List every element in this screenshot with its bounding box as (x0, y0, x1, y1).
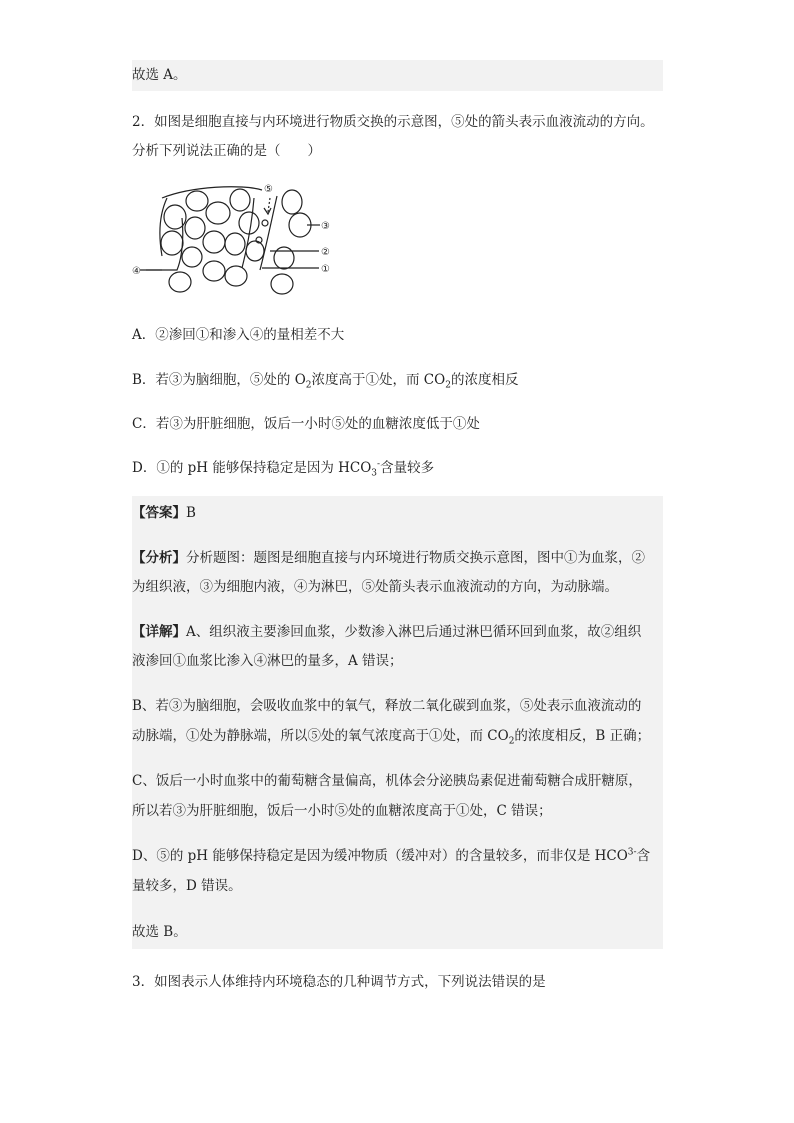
cell-shape (169, 272, 191, 292)
cell-shape (230, 189, 250, 211)
flow-arrowhead (264, 208, 271, 214)
label-1: ① (321, 264, 330, 275)
q3-stem: 3．如图表示人体维持内环境稳态的几种调节方式，下列说法错误的是 (132, 974, 546, 990)
q2-stem-line2: 分析下列说法正确的是（ ） (132, 143, 321, 159)
option-a: A．②渗回①和渗入④的量相差不大 (132, 327, 345, 343)
cell-shape (225, 266, 247, 286)
cell-shape (185, 217, 205, 239)
solution-block (132, 496, 663, 949)
label-5: ⑤ (264, 184, 273, 195)
lymph-vessel-wall (160, 198, 167, 256)
option-c: C．若③为肝脏细胞，饭后一小时⑤处的血糖浓度低于①处 (132, 416, 480, 432)
detail-c-line1: C、饭后一小时血浆中的葡萄糖含量偏高，机体会分泌胰岛素促进葡萄糖合成肝糖原， (132, 773, 642, 789)
cell-shape (203, 231, 225, 253)
detail-c-line2: 所以若③为肝脏细胞，饭后一小时⑤处的血糖浓度高于①处，C 错误； (132, 803, 552, 819)
detail-d-line2: 量较多，D 错误。 (132, 878, 242, 894)
cell-shape (225, 233, 245, 255)
answer: 【答案】B (132, 505, 196, 521)
blood-cell (262, 220, 268, 226)
q1-conclusion: 故选 A。 (132, 60, 663, 91)
cell-shape (271, 274, 293, 294)
cell-shape (282, 190, 302, 214)
cell-shape (274, 247, 294, 269)
analysis-line1: 【分析】分析题图：题图是细胞直接与内环境进行物质交换示意图，图中①为血浆，② (132, 550, 645, 566)
cell-shape (161, 231, 183, 255)
option-d: D．①的 pH 能够保持稳定是因为 $HCO_3^-$含量较多 (132, 459, 435, 479)
detail-a-line2: 液渗回①血浆比渗入④淋巴的量多，A 错误； (132, 653, 403, 669)
cell-shape (239, 212, 259, 234)
cell-shape (186, 191, 208, 211)
cell-shape (182, 247, 202, 267)
q2-conclusion: 故选 B。 (132, 924, 187, 940)
analysis-line2: 为组织液，③为细胞内液，④为淋巴，⑤处箭头表示血液流动的方向，为动脉端。 (132, 579, 618, 595)
detail-b-line2: 动脉端，①处为静脉端，所以⑤处的氧气浓度高于①处，而 $CO_2$的浓度相反，B 正确； (132, 728, 651, 747)
detail-a-line1: 【详解】A、组织液主要渗回血浆，少数渗入淋巴后通过淋巴循环回到血浆，故②组织 (132, 624, 642, 640)
cell-shape (206, 202, 230, 224)
option-b: B．若③为脑细胞，⑤处的 $O_2$浓度高于①处，而 $CO_2$的浓度相反 (132, 372, 519, 391)
q2-stem-line1: 2．如图是细胞直接与内环境进行物质交换的示意图，⑤处的箭头表示血液流动的方向。 (132, 114, 654, 130)
cell-shape (203, 261, 225, 281)
detail-b-line1: B、若③为脑细胞，会吸收血浆中的氧气，释放二氧化碳到血浆，⑤处表示血液流动的 (132, 698, 642, 714)
cell-shape (246, 241, 264, 261)
label-2: ② (321, 247, 330, 258)
detail-d-line1: D、⑤的 pH 能够保持稳定是因为缓冲物质（缓冲对）的含量较多，而非仅是 $HCO^{3-}$含 (132, 847, 651, 864)
label-3: ③ (321, 221, 330, 232)
cell-exchange-diagram (132, 178, 342, 303)
label-4: ④ (132, 266, 141, 277)
